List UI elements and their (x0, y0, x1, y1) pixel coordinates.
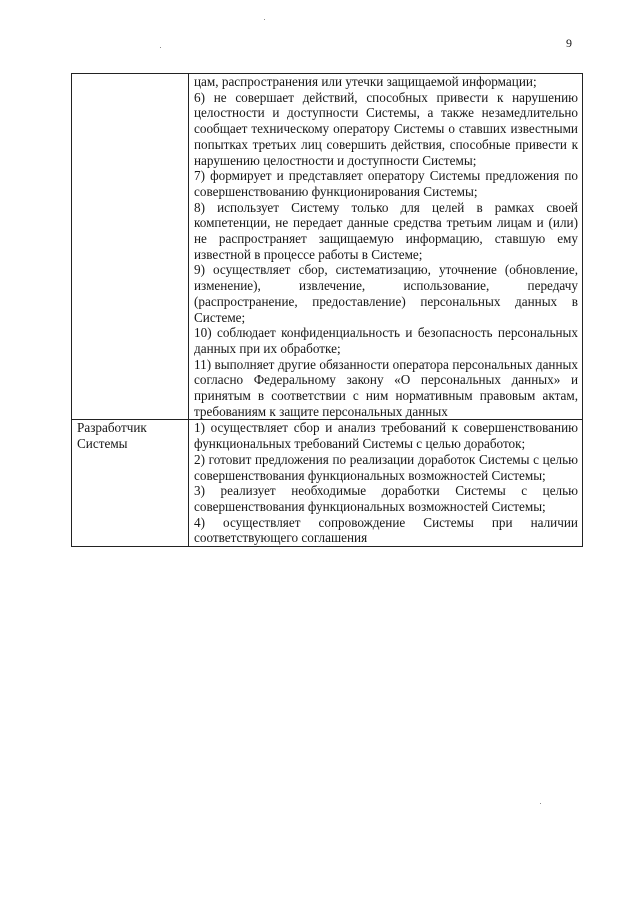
duties-cell (189, 420, 583, 547)
duty-paragraph: 1) осуществляет сбор и анализ требований к совершенствованию функциональных требований Системы с целью доработок; (194, 420, 578, 452)
table-row (72, 420, 583, 547)
duty-paragraph: 9) осуществляет сбор, систематизацию, уточнение (обновление, изменение), извлечение, использование, передачу (распространение, предоставление) персональных данных в Системе; (194, 262, 578, 325)
responsibilities-table (71, 73, 583, 547)
duty-paragraph: 6) не совершает действий, способных привести к нарушению целостности и доступности Системы, а также незамедлительно сообщает техническому оператору Системы о ставших известными попытках третьих лиц совершить действия, способные привести к нарушению целостности и доступности Системы; (194, 89, 578, 168)
page-number: 9 (566, 36, 572, 50)
scan-speck (160, 47, 161, 48)
role-cell: Разработчик Системы (72, 420, 189, 547)
duty-paragraph: 3) реализует необходимые доработки Системы с целью совершенствования функциональных возможностей Системы; (194, 483, 578, 514)
duty-paragraph: 7) формирует и представляет оператору Системы предложения по совершенствованию функционирования Системы; (194, 168, 578, 199)
scan-speck (264, 19, 265, 20)
table-row (72, 74, 583, 420)
scan-speck (540, 803, 541, 804)
duty-paragraph: 2) готовит предложения по реализации доработок Системы с целью совершенствования функциональных возможностей Системы; (194, 451, 578, 483)
duties-cell (189, 74, 583, 420)
duty-paragraph: цам, распространения или утечки защищаемой информации; (194, 74, 537, 89)
duty-paragraph: 8) использует Систему только для целей в рамках своей компетенции, не передает данные средства третьим лицам и (или) не распространяет защищаемую информацию, ставшую ему известной в процессе работы в Системе; (194, 199, 578, 262)
duty-paragraph: 11) выполняет другие обязанности оператора персональных данных согласно Федеральному закону «О персональных данных» и принятым в соответствии с ним нормативным правовым актам, требованиям к защите персональных данных (194, 356, 578, 419)
duty-paragraph: 4) осуществляет сопровождение Системы при наличии соответствующего соглашения (194, 514, 578, 546)
duty-paragraph: 10) соблюдает конфиденциальность и безопасность персональных данных при их обработке; (194, 325, 578, 356)
role-cell (72, 74, 189, 420)
